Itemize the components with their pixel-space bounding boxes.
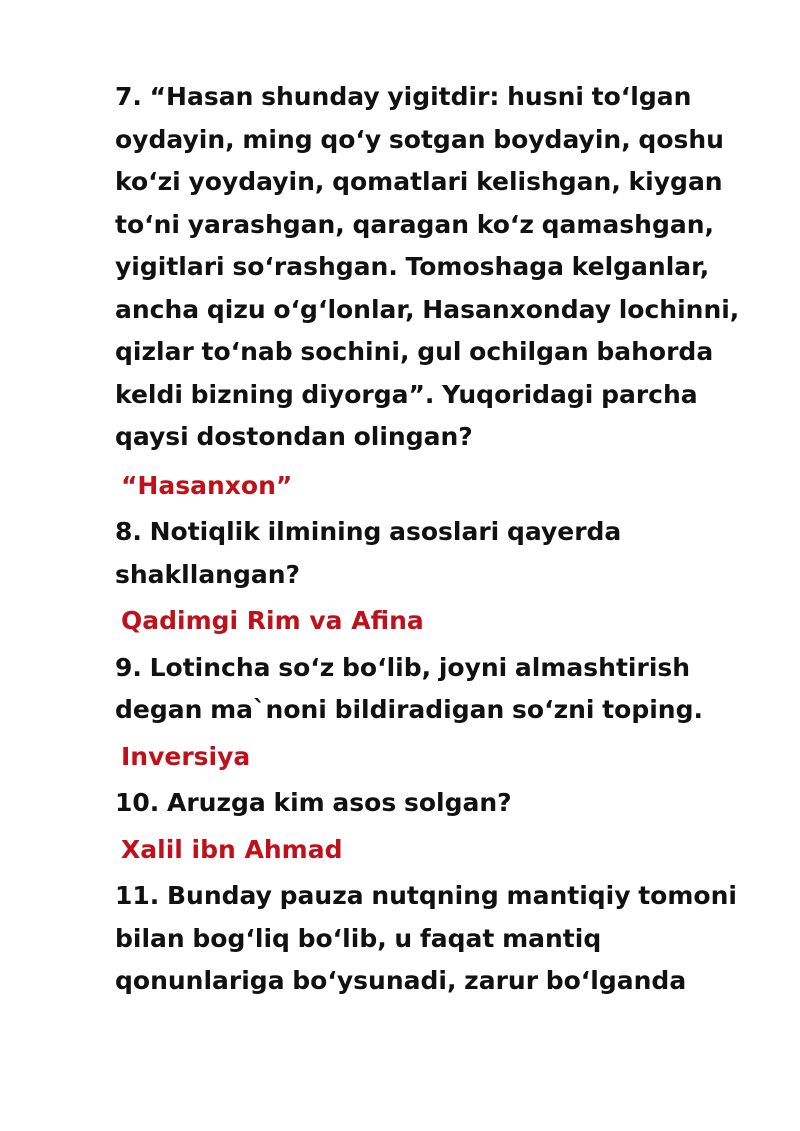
question-7: 7. “Hasan shunday yigitdir: husni to‘lgan oydayin, ming qo‘y sotgan boydayin, qoshu ko‘zi yoydayin, qomatlari kelishgan, kiygan to‘ni yarashgan, qaragan ko‘z qamashgan, yigitlari so‘rashgan. Tomoshaga kelganlar, ancha qizu o‘g‘lonlar, Hasanxonday lochinni, qizlar to‘nab sochini, gul ochilgan bahorda keldi bizning diyorga”. Yuqoridagi parcha qaysi dostondan olingan? <box>115 82 740 451</box>
question-10: 10. Aruzga kim asos solgan? <box>115 788 512 817</box>
answer-8: Qadimgi Rim va Afina <box>121 606 424 635</box>
answer-7: “Hasanxon” <box>121 470 293 500</box>
question-8: 8. Notiqlik ilmining asoslari qayerda shakllangan? <box>115 517 622 589</box>
answer-10: Xalil ibn Ahmad <box>121 834 343 864</box>
question-9: 9. Lotincha so‘z bo‘lib, joyni almashtirish degan ma`noni bildiradigan so‘zni toping. <box>115 652 703 724</box>
question-11: 11. Bunday pauza nutqning mantiqiy tomoni bilan bog‘liq bo‘lib, u faqat mantiq qonunlariga bo‘ysunadi, zarur bo‘lganda <box>115 881 737 995</box>
answer-9: Inversiya <box>121 741 251 771</box>
quiz-content <box>115 76 755 1003</box>
